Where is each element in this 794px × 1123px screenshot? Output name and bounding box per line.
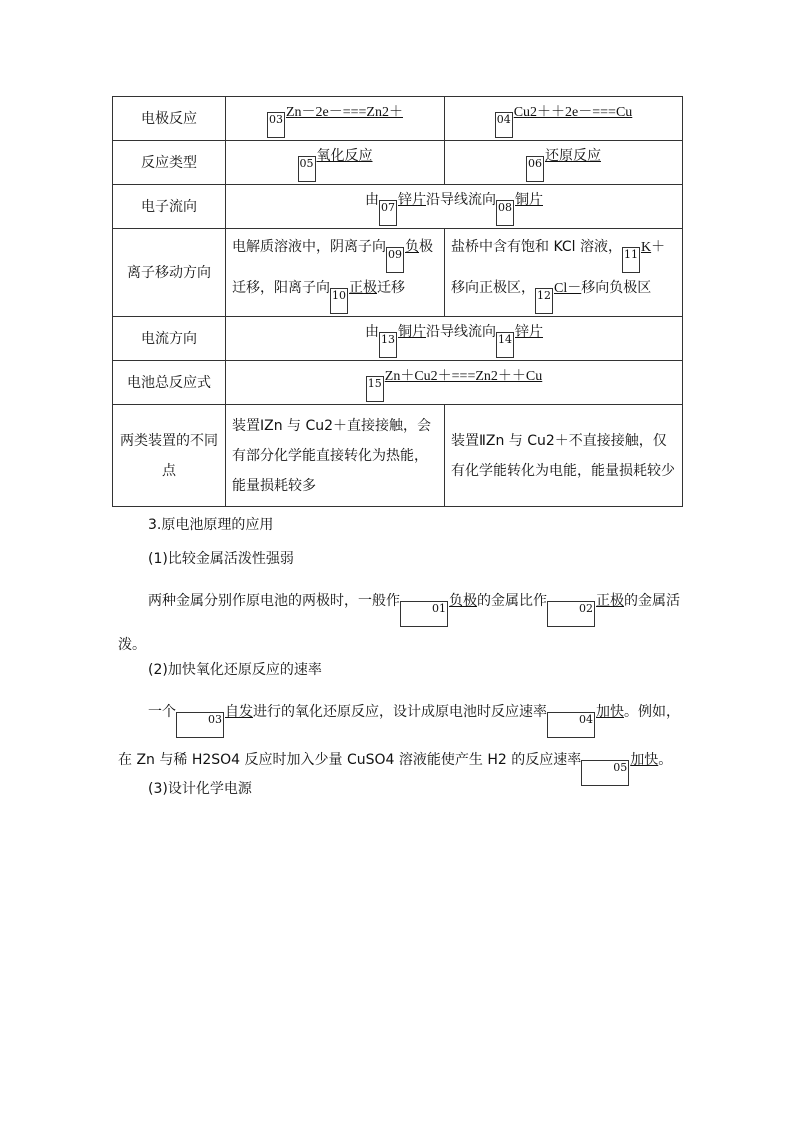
text-segment: 盐桥中含有饱和 KCl 溶液，	[451, 238, 622, 255]
text-segment: 沿导线流向	[426, 323, 496, 340]
answer-text: 加快	[630, 752, 659, 768]
blank-number: 05	[581, 760, 629, 786]
row-label: 离子移动方向	[113, 229, 226, 317]
text-segment: 。例如，在 Zn 与稀 H2SO4 反应时加入少量 CuSO4 溶液能使产生 H2 的反应速率	[118, 704, 680, 768]
answer-text: 加快	[596, 704, 624, 720]
cell-current-flow	[226, 317, 683, 361]
answer-text: 负极	[449, 593, 477, 609]
table-row	[113, 229, 683, 317]
text-segment: 两种金属分别作原电池的两极时，一般作	[148, 593, 400, 609]
row-label: 电极反应	[113, 97, 226, 141]
cell-anode-reaction	[226, 97, 445, 141]
blank-number: 13	[379, 332, 397, 358]
blank-number: 01	[400, 601, 448, 627]
cell-cathode-type	[445, 141, 683, 185]
blank-number: 02	[547, 601, 595, 627]
table-row	[113, 361, 683, 405]
text-segment: 极迁移，阳离子向	[232, 238, 433, 296]
blank-number: 10	[330, 288, 348, 314]
subheading-1: (1)比较金属活泼性强弱	[148, 551, 294, 567]
text-segment: 。	[658, 752, 673, 768]
text-segment: 的金属活泼。	[118, 593, 680, 653]
paragraph-1	[118, 583, 684, 663]
blank-number: 03	[176, 712, 224, 738]
cell-difference-left: 装置ⅠZn 与 Cu2＋直接接触，会有部分化学能直接转化为热能，能量损耗较多	[226, 405, 445, 507]
blank-number: 04	[495, 112, 513, 138]
answer-text: 负	[405, 238, 419, 255]
blank-number: 12	[535, 288, 553, 314]
cell-anode-type	[226, 141, 445, 185]
answer-text: K	[640, 239, 652, 255]
row-label: 反应类型	[113, 141, 226, 185]
text-segment: 由	[365, 191, 379, 208]
table-row	[113, 97, 683, 141]
text-segment: 移向负极区	[581, 279, 652, 296]
blank-number: 09	[386, 247, 404, 273]
text-segment: 一个	[148, 704, 176, 720]
subheading-2: (2)加快氧化还原反应的速率	[148, 662, 322, 678]
cell-difference-right: 装置ⅡZn 与 Cu2＋不直接接触，仅有化学能转化为电能，能量损耗较少	[445, 405, 683, 507]
row-label: 两类装置的不同点	[113, 405, 226, 507]
answer-text: Cu2＋＋2e－===Cu	[513, 104, 633, 120]
text-segment: 迁移	[377, 279, 405, 296]
table-row	[113, 185, 683, 229]
blank-number: 03	[267, 112, 285, 138]
text-segment: 电解质溶液中，阴离子向	[232, 238, 386, 255]
cell-total-reaction	[226, 361, 683, 405]
row-label: 电池总反应式	[113, 361, 226, 405]
cell-ion-migration-left	[226, 229, 445, 317]
answer-text: 铜片	[398, 323, 426, 340]
text-segment: 由	[365, 323, 379, 340]
cell-cathode-reaction	[445, 97, 683, 141]
text-segment: ＋移向正极区，	[451, 238, 666, 296]
blank-number: 06	[526, 156, 544, 182]
answer-text: 正极	[596, 593, 624, 609]
row-label: 电子流向	[113, 185, 226, 229]
blank-number: 08	[496, 200, 514, 226]
blank-number: 04	[547, 712, 595, 738]
text-segment: 进行的氧化还原反应，设计成原电池时反应速率	[253, 704, 547, 720]
answer-text: 氧化反应	[316, 147, 373, 164]
text-segment: 沿导线流向	[426, 191, 496, 208]
answer-text: Cl－	[554, 280, 582, 296]
blank-number: 07	[379, 200, 397, 226]
cell-electron-flow	[226, 185, 683, 229]
text-segment: 的金属比作	[477, 593, 547, 609]
blank-number: 15	[366, 376, 384, 402]
battery-comparison-table	[112, 96, 683, 507]
answer-text: 铜片	[515, 191, 543, 208]
answer-text: 还原反应	[545, 147, 601, 164]
table-row	[113, 141, 683, 185]
answer-text: Zn＋Cu2＋===Zn2＋＋Cu	[384, 368, 543, 384]
table-row	[113, 317, 683, 361]
blank-number: 05	[298, 156, 316, 182]
answer-text: 自发	[225, 704, 253, 720]
row-label: 电流方向	[113, 317, 226, 361]
paragraph-2	[118, 690, 684, 786]
blank-number: 14	[496, 332, 514, 358]
cell-ion-migration-right	[445, 229, 683, 317]
answer-text: 正极	[349, 279, 377, 296]
answer-text: 锌片	[398, 191, 426, 208]
blank-number: 11	[622, 247, 640, 273]
answer-text: 锌片	[515, 323, 543, 340]
answer-text: Zn－2e－===Zn2＋	[285, 104, 403, 120]
table-row	[113, 405, 683, 507]
subheading-3: (3)设计化学电源	[148, 781, 252, 797]
section-heading: 3.原电池原理的应用	[148, 517, 274, 533]
